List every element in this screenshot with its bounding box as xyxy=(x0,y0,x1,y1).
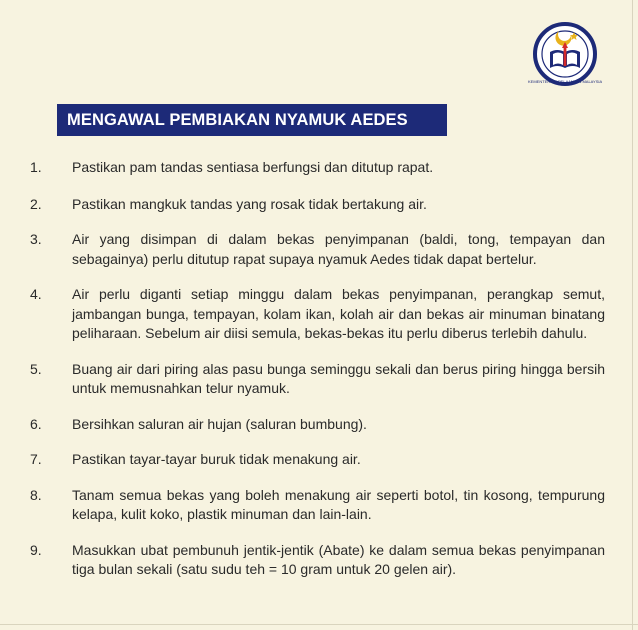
instruction-list xyxy=(30,158,605,580)
logo-caption: KEMENTERIAN PELAJARAN MALAYSIA xyxy=(528,79,602,84)
ministry-logo-icon xyxy=(530,22,600,86)
list-item xyxy=(30,285,605,344)
item-text: Pastikan mangkuk tandas yang rosak tidak bertakung air. xyxy=(72,195,427,212)
item-text: Pastikan pam tandas sentiasa berfungsi dan ditutup rapat. xyxy=(72,159,434,175)
item-number: 7. xyxy=(30,451,42,467)
item-number: 8. xyxy=(30,486,42,503)
crop-mark-bottom xyxy=(0,624,638,625)
item-number: 3. xyxy=(30,231,42,247)
list-item xyxy=(30,230,605,269)
item-text: Buang air dari piring alas pasu bunga seminggu sekali dan berus piring hingga bersih untuk memusnahkan telur nyamuk. xyxy=(72,360,605,396)
item-number: 5. xyxy=(30,360,42,377)
item-text: Pastikan tayar-tayar buruk tidak menakung air. xyxy=(72,451,361,467)
item-number: 6. xyxy=(30,415,42,432)
list-item xyxy=(30,450,605,470)
section-title: MENGAWAL PEMBIAKAN NYAMUK AEDES xyxy=(57,104,447,136)
item-text: Air yang disimpan di dalam bekas penyimpanan (baldi, tong, tempayan dan sebagainya) perlu ditutup rapat supaya nyamuk Aedes tidak dapat bertelur. xyxy=(72,231,605,267)
item-number: 1. xyxy=(30,159,42,175)
item-text: Bersihkan saluran air hujan (saluran bumbung). xyxy=(72,415,367,432)
crop-mark-right xyxy=(632,0,633,630)
item-text: Tanam semua bekas yang boleh menakung air seperti botol, tin kosong, tempurung kelapa, kulit koko, plastik minuman dan lain-lain. xyxy=(72,486,605,522)
item-number: 9. xyxy=(30,541,42,558)
item-text: Air perlu diganti setiap minggu dalam bekas penyimpanan, perangkap semut, jambangan bunga, tempayan, kolam ikan, kolah air dan bekas air minuman binatang peliharaan. Sebelum air diisi semula, bekas-bekas itu perlu diberus terlebih dahulu. xyxy=(72,286,605,341)
list-item xyxy=(30,541,605,580)
list-item xyxy=(30,158,605,178)
item-text: Masukkan ubat pembunuh jentik-jentik (Abate) ke dalam semua bekas penyimpanan tiga bulan sekali (satu sudu teh = 10 gram untuk 20 gelen air). xyxy=(72,541,605,577)
list-item xyxy=(30,360,605,399)
list-item xyxy=(30,415,605,435)
list-item xyxy=(30,195,605,215)
list-item xyxy=(30,486,605,525)
item-number: 4. xyxy=(30,286,42,302)
item-number: 2. xyxy=(30,195,42,212)
